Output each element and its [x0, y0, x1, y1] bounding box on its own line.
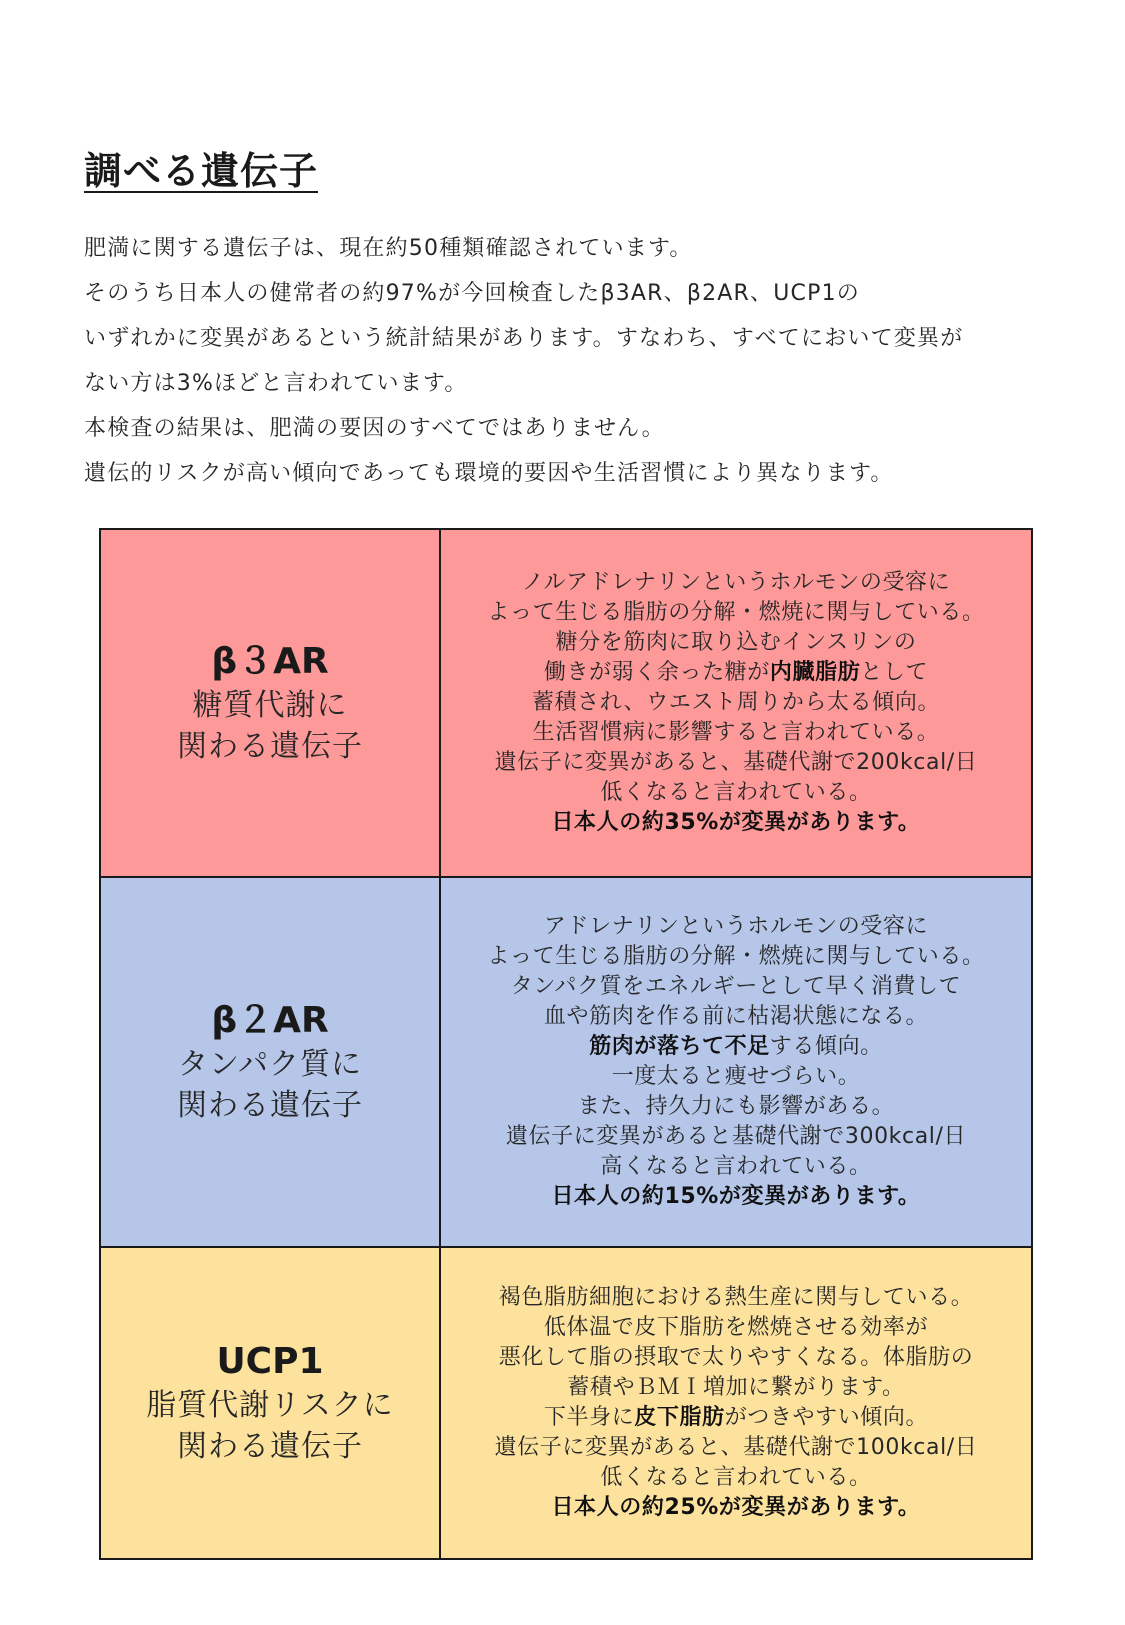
description-text: 下半身に	[543, 1405, 635, 1430]
description-line: 低体温で皮下脂肪を燃焼させる効率が	[543, 1315, 929, 1340]
gene-subtitle: 関わる遺伝子	[177, 1088, 363, 1123]
description-line: 遺伝子に変異があると、基礎代謝で100kcal/日	[494, 1435, 978, 1460]
intro-line: ない方は3%ほどと言われています。	[84, 371, 468, 396]
gene-name: β３AR	[211, 641, 329, 682]
description-line: 褐色脂肪細胞における熱生産に関与している。	[498, 1285, 974, 1310]
description-text: がつきやすい傾向。	[724, 1405, 929, 1430]
gene-description-cell	[440, 529, 1032, 877]
description-line	[441, 1032, 1031, 1062]
intro-line: 遺伝的リスクが高い傾向であっても環境的要因や生活習慣により異なります。	[84, 461, 894, 486]
gene-row-beta3ar	[100, 529, 1032, 877]
description-line	[441, 658, 1031, 688]
description-line: よって生じる脂肪の分解・燃焼に関与している。	[487, 944, 985, 969]
description-line: 遺伝子に変異があると、基礎代謝で200kcal/日	[494, 750, 978, 775]
intro-line: そのうち日本人の健常者の約97%が今回検査したβ3AR、β2AR、UCP1の	[84, 281, 860, 306]
description-line: よって生じる脂肪の分解・燃焼に関与している。	[487, 600, 985, 625]
description-line: 生活習慣病に影響すると言われている。	[532, 720, 940, 745]
gene-name-cell	[100, 529, 440, 877]
description-text: として	[860, 660, 929, 685]
page-title: 調べる遺伝子	[84, 149, 319, 193]
gene-name: β２AR	[211, 1000, 329, 1041]
gene-table	[99, 528, 1033, 1560]
mutation-rate-summary: 日本人の約35%が変異があります。	[551, 810, 921, 835]
description-line	[441, 1403, 1031, 1433]
gene-row-beta2ar	[100, 877, 1032, 1247]
description-line: タンパク質をエネルギーとして早く消費して	[510, 974, 962, 999]
emphasis-text: 皮下脂肪	[634, 1405, 725, 1430]
gene-subtitle: 関わる遺伝子	[177, 729, 363, 764]
description-line: アドレナリンというホルモンの受容に	[543, 914, 929, 939]
description-text: する傾向。	[769, 1034, 883, 1059]
emphasis-text: 筋肉が落ちて不足	[589, 1034, 770, 1059]
gene-subtitle: タンパク質に	[178, 1047, 362, 1082]
intro-line: 肥満に関する遺伝子は、現在約50種類確認されています。	[84, 236, 693, 261]
description-line: 高くなると言われている。	[600, 1154, 872, 1179]
description-line: 遺伝子に変異があると基礎代謝で300kcal/日	[505, 1124, 967, 1149]
gene-name: UCP1	[216, 1341, 324, 1382]
description-line: 蓄積やＢＭＩ増加に繋がります。	[567, 1375, 905, 1400]
description-line: 血や筋肉を作る前に枯渇状態になる。	[543, 1004, 929, 1029]
description-line: 糖分を筋肉に取り込むインスリンの	[555, 630, 917, 655]
gene-name-cell	[100, 877, 440, 1247]
gene-subtitle: 糖質代謝に	[192, 688, 348, 723]
description-line: 悪化して脂の摂取で太りやすくなる。体脂肪の	[498, 1345, 974, 1370]
mutation-rate-summary: 日本人の約25%が変異があります。	[551, 1495, 921, 1520]
gene-subtitle: 脂質代謝リスクに	[146, 1388, 394, 1423]
gene-description-cell	[440, 877, 1032, 1247]
mutation-rate-summary: 日本人の約15%が変異があります。	[551, 1184, 921, 1209]
description-line: また、持久力にも影響がある。	[577, 1094, 895, 1119]
description-line: 蓄積され、ウエスト周りから太る傾向。	[531, 690, 941, 715]
intro-line: いずれかに変異があるという統計結果があります。すなわち、すべてにおいて変異が	[84, 326, 964, 351]
gene-row-ucp1	[100, 1247, 1032, 1559]
gene-name-cell	[100, 1247, 440, 1559]
gene-description-cell	[440, 1247, 1032, 1559]
description-text: 働きが弱く余った糖が	[543, 660, 770, 685]
emphasis-text: 内臓脂肪	[769, 660, 861, 685]
description-line: ノルアドレナリンというホルモンの受容に	[521, 570, 951, 595]
intro-line: 本検査の結果は、肥満の要因のすべてではありません。	[84, 416, 665, 441]
intro-text	[84, 226, 1064, 496]
description-line: 低くなると言われている。	[600, 780, 872, 805]
description-line: 一度太ると痩せづらい。	[611, 1064, 861, 1089]
gene-subtitle: 関わる遺伝子	[177, 1429, 363, 1464]
description-line: 低くなると言われている。	[600, 1465, 872, 1490]
